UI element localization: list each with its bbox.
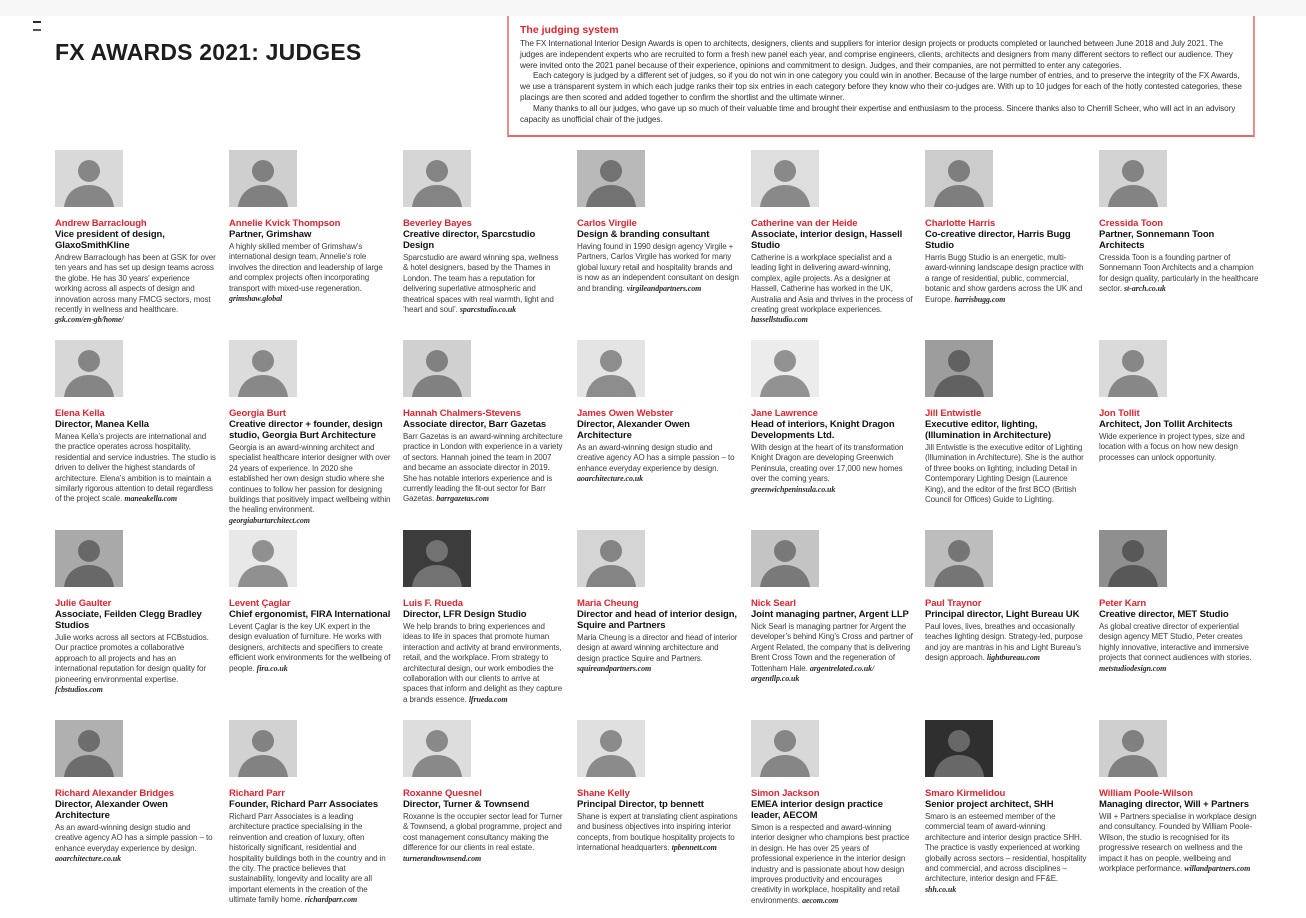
judge-bio-text: Having found in 1990 design agency Virgile + Partners, Carlos Virgile has worked for many global luxury retail and hospitality brands and is now as an independent consultant on design and branding.	[577, 242, 739, 293]
judge-title: Executive editor, lighting, (Illumination in Architecture)	[925, 419, 1051, 441]
judge-url[interactable]: maneakella.com	[124, 494, 177, 504]
judge-photo	[1099, 720, 1167, 777]
judge-title: Creative director, MET Studio	[1099, 609, 1229, 620]
judge-photo	[55, 150, 123, 207]
judge-card	[1099, 150, 1261, 340]
judge-bio-text: As global creative director of experiential design agency MET Studio, Peter creates highly innovative, interactive and immersive projects that connect audiences with stories.	[1099, 622, 1252, 663]
judge-name: Elena Kella	[55, 408, 105, 419]
judge-name: Cressida Toon	[1099, 218, 1163, 229]
portrait-silhouette-icon	[751, 150, 819, 207]
judge-bio	[751, 253, 913, 326]
judge-photo	[55, 530, 123, 587]
judge-bio	[577, 633, 739, 675]
judge-photo	[1099, 530, 1167, 587]
judge-photo	[403, 720, 471, 777]
judge-bio	[403, 432, 565, 505]
judge-photo	[403, 530, 471, 587]
judge-card	[577, 530, 739, 720]
judge-name: Shane Kelly	[577, 788, 630, 799]
judge-url[interactable]: metstudiodesign.com	[1099, 663, 1167, 673]
page-corner-mark	[33, 21, 41, 31]
judge-bio	[577, 812, 739, 854]
judge-name: Jon Tollit	[1099, 408, 1140, 419]
judge-photo	[403, 150, 471, 207]
judge-bio	[229, 242, 391, 304]
portrait-silhouette-icon	[577, 150, 645, 207]
portrait-silhouette-icon	[751, 720, 819, 777]
portrait-silhouette-icon	[577, 340, 645, 397]
portrait-silhouette-icon	[1099, 340, 1167, 397]
judge-name: Nick Searl	[751, 598, 796, 609]
portrait-silhouette-icon	[229, 340, 297, 397]
judge-title: Principal Director, tp bennett	[577, 799, 704, 810]
judge-title: Head of interiors, Knight Dragon Developments Ltd.	[751, 419, 895, 441]
judge-name: Annelie Kvick Thompson	[229, 218, 341, 229]
portrait-silhouette-icon	[577, 530, 645, 587]
judge-title: Managing director, Will + Partners	[1099, 799, 1249, 810]
judge-bio	[403, 622, 565, 705]
judge-bio	[1099, 432, 1261, 463]
judge-name: Paul Traynor	[925, 598, 982, 609]
portrait-silhouette-icon	[55, 720, 123, 777]
judges-grid	[55, 150, 1261, 910]
judge-bio-text: Maria Cheung is a director and head of interior design at award winning architecture and design practice Squire and Partners.	[577, 633, 738, 663]
judge-title: Director, LFR Design Studio	[403, 609, 527, 620]
judge-bio-text: Nick Searl is managing partner for Argent the developer’s behind King’s Cross and partner of Argent Related, the company that is delivering Brent Cross Town and the regeneration of Tottenham Hale.	[751, 622, 913, 673]
judge-title: Partner, Sonnemann Toon Architects	[1099, 229, 1215, 251]
judge-card	[403, 340, 565, 530]
judge-card	[751, 150, 913, 340]
portrait-silhouette-icon	[925, 720, 993, 777]
page-title: FX AWARDS 2021: JUDGES	[55, 39, 362, 66]
judge-photo	[1099, 340, 1167, 397]
portrait-silhouette-icon	[403, 150, 471, 207]
judge-title: Associate, Feilden Clegg Bradley Studios	[55, 609, 202, 631]
judge-bio-text: Levent Çaglar is the key UK expert in the design evaluation of furniture. He works with designers, architects and specifiers to create efficient work environments for the wellbeing of people.	[229, 622, 391, 673]
judge-photo	[229, 150, 297, 207]
judge-name: Simon Jackson	[751, 788, 820, 799]
judge-card	[577, 340, 739, 530]
judge-title: Director, Alexander Owen Architecture	[577, 419, 690, 441]
judge-url[interactable]: fcbstudios.com	[55, 685, 103, 695]
judge-name: Charlotte Harris	[925, 218, 996, 229]
judge-card	[751, 340, 913, 530]
judge-bio-text: Julie works across all sectors at FCBstudios. Our practice promotes a collaborative approach to all projects and has an international reputation for design quality for pioneering environmental expertise.	[55, 633, 209, 684]
judge-name: James Owen Webster	[577, 408, 674, 419]
judge-card	[55, 720, 217, 910]
portrait-silhouette-icon	[229, 150, 297, 207]
judge-photo	[925, 150, 993, 207]
judge-bio	[403, 253, 565, 315]
judge-name: Richard Alexander Bridges	[55, 788, 175, 799]
judging-system-paragraph: The FX International Interior Design Awards is open to architects, designers, clients and suppliers for interior design projects or products completed or launched between June 2018 and July 2021. The judges are independent experts who are recruited to form a fresh new panel each year, and comprise engineers, clients, architects and designers from many different sectors to reflect our audience. They were invited onto the 2021 panel because of their experience, opinions and commitment to design. Judges, and their companies, are not permitted to enter any categories.	[520, 39, 1233, 70]
judge-title: Chief ergonomist, FIRA International	[229, 609, 391, 620]
judge-url[interactable]: virgileandpartners.com	[626, 283, 702, 293]
judge-card	[577, 150, 739, 340]
judge-title: Director, Alexander Owen Architecture	[55, 799, 168, 821]
portrait-silhouette-icon	[55, 340, 123, 397]
portrait-silhouette-icon	[751, 530, 819, 587]
judge-name: Roxanne Quesnel	[403, 788, 482, 799]
portrait-silhouette-icon	[925, 150, 993, 207]
judge-bio	[1099, 622, 1261, 674]
judge-bio-text: Andrew Barraclough has been at GSK for over ten years and has set up design teams across the globe. He has 30 years’ experience working across all aspects of design and innovation across many FMCG sectors, most recently in wellness and healthcare.	[55, 253, 216, 315]
judge-bio	[925, 443, 1087, 505]
judge-bio-text: Cressida Toon is a founding partner of Sonnemann Toon Architects and a champion for design quality, particularly in the healthcare sector.	[1099, 253, 1259, 294]
judge-bio-text: Roxanne is the occupier sector lead for Turner & Townsend, a global programme, project and cost management consultancy making the difference for our clients in real estate.	[403, 812, 563, 853]
judge-bio	[577, 443, 739, 485]
judge-title: EMEA interior design practice leader, AECOM	[751, 799, 883, 821]
judge-bio	[55, 823, 217, 865]
judge-bio-text: Manea Kella’s projects are international and the practice operates across hospitality, residential and service industries. The studio is driven to deliver the highest standards of architecture. Elena’s ambition is to maintain a similarly rigorous attention to detail regardless of the project scale.	[55, 432, 216, 504]
judge-bio-text: As an award-winning design studio and creative agency AO has a simple passion – to enhance everyday experience by design.	[55, 823, 213, 853]
judge-bio	[229, 443, 391, 526]
portrait-silhouette-icon	[577, 720, 645, 777]
judge-url[interactable]: aoarchitecture.co.uk	[55, 854, 121, 864]
judging-system-heading: The judging system	[520, 24, 619, 36]
judge-card	[925, 720, 1087, 910]
judging-system-paragraph: Each category is judged by a different set of judges, so if you do not win in one category you could win in another. Because of the large number of entries, and to preserve the integrity of the FX Awards, we use a transparent system in which each judge ranks their top six entries in each category before they know who their co-judges are. With up to 10 judges for each of the hotly contested categories, these placings are then scored and added together to confirm the shortlist and the ultimate winner.	[520, 71, 1242, 102]
judge-bio-text: Richard Parr Associates is a leading architecture practice specialising in the reinvention and creation of luxury, often historically significant, residential and hospitality buildings both in the country and in the city. The practice believes that sustainability, longevity and locality are all important elements in the creation of the ultimate family home.	[229, 812, 386, 905]
judge-url[interactable]: aecom.com	[802, 895, 839, 905]
judge-photo	[577, 530, 645, 587]
judge-url[interactable]: sparcstudio.co.uk	[459, 305, 516, 315]
judge-bio	[1099, 253, 1261, 295]
judge-bio-text: Harris Bugg Studio is an energetic, multi-award-winning landscape design practice with a range of residential, public, commercial, botanic and show gardens across the UK and Europe.	[925, 253, 1084, 304]
judge-photo	[229, 340, 297, 397]
judge-name: Catherine van der Heide	[751, 218, 858, 229]
judge-photo	[751, 150, 819, 207]
judge-bio-text: Will + Partners specialise in workplace design and consultancy. Founded by William Poole-Wilson, the studio is recognised for its progressive research on wellness and the impact it has on people, wellbeing and workplace performance.	[1099, 812, 1257, 874]
judge-url[interactable]: lightbureau.com	[986, 653, 1040, 663]
judge-title: Director, Turner & Townsend	[403, 799, 530, 810]
portrait-silhouette-icon	[55, 150, 123, 207]
judge-bio	[55, 253, 217, 326]
judge-title: Architect, Jon Tollit Architects	[1099, 419, 1233, 430]
judge-title: Founder, Richard Parr Associates	[229, 799, 379, 810]
judge-bio-text: Simon is a respected and award-winning interior designer who champions best practice in design. He has over 25 years of professional experience in the interior design industry and is passionate about how design improves productivity and encourages creativity in workplace, hospitality and retail environments.	[751, 823, 910, 905]
judge-title: Design & branding consultant	[577, 229, 710, 240]
judge-card	[925, 150, 1087, 340]
judge-url[interactable]: gsk.com/en-gb/home/	[55, 315, 124, 325]
judging-system-paragraph: Many thanks to all our judges, who gave up so much of their valuable time and brought their expertise and enthusiasm to the process. Sincere thanks also to Cherrill Scheer, who will act in an advisory capacity as unofficial chair of the judges.	[520, 103, 1236, 124]
judge-photo	[925, 720, 993, 777]
judge-photo	[229, 720, 297, 777]
judge-bio	[577, 242, 739, 294]
judge-title: Associate, interior design, Hassell Studio	[751, 229, 903, 251]
judge-url[interactable]: shh.co.uk	[925, 884, 957, 894]
judge-title: Partner, Grimshaw	[229, 229, 312, 240]
judge-url[interactable]: harrisbugg.com	[954, 294, 1006, 304]
judge-title: Principal director, Light Bureau UK	[925, 609, 1080, 620]
judge-bio-text: We help brands to bring experiences and ideas to life in spaces that promote human interaction and activity at brand environments, retail, and the workplace. From strategy to architectural design, our work embodies the collaboration with our clients to arrive at spaces that inform and delight as they capture a brands essence.	[403, 622, 563, 704]
portrait-silhouette-icon	[229, 720, 297, 777]
judge-title: Vice president of design, GlaxoSmithKline	[55, 229, 165, 251]
judge-url[interactable]: grimshaw.global	[229, 294, 283, 304]
judge-url[interactable]: richardparr.com	[304, 895, 358, 905]
judge-card	[1099, 530, 1261, 720]
judge-name: Maria Cheung	[577, 598, 639, 609]
judge-url[interactable]: willandpartners.com	[1184, 864, 1251, 874]
judge-name: Jane Lawrence	[751, 408, 818, 419]
judge-name: Jill Entwistle	[925, 408, 982, 419]
judge-bio-text: Paul loves, lives, breathes and occasionally teaches lighting design. Strategy-led, purpose and joy are mantras in his and Light Bureau’s design approach.	[925, 622, 1083, 663]
portrait-silhouette-icon	[1099, 720, 1167, 777]
judge-name: Peter Karn	[1099, 598, 1147, 609]
judge-bio-text: Wide experience in project types, size and location with a focus on how new design processes can unlock opportunity.	[1099, 432, 1245, 462]
judge-url[interactable]: turnerandtownsend.com	[403, 853, 482, 863]
judge-card	[925, 530, 1087, 720]
judge-card	[403, 530, 565, 720]
judge-card	[1099, 340, 1261, 530]
judge-bio	[925, 253, 1087, 305]
judge-bio	[751, 823, 913, 906]
judge-bio	[925, 812, 1087, 895]
judge-url[interactable]: greenwichpeninsula.co.uk	[751, 484, 836, 494]
judge-bio	[403, 812, 565, 864]
judge-bio	[751, 622, 913, 684]
judge-url[interactable]: aoarchitecture.co.uk	[577, 474, 643, 484]
judge-photo	[55, 340, 123, 397]
judge-card	[229, 530, 391, 720]
judge-title: Director and head of interior design, Squire and Partners	[577, 609, 737, 631]
judge-title: Senior project architect, SHH	[925, 799, 1054, 810]
portrait-silhouette-icon	[403, 720, 471, 777]
judge-url[interactable]: georgiaburtarchitect.com	[229, 515, 310, 525]
judge-bio-text: Smaro is an esteemed member of the commercial team of award-winning architecture and interior design practice SHH. The practice is vastly experienced at working globally across sectors – residential, hospitality and commercial, and across disciplines – architecture, interior design and FF&E.	[925, 812, 1087, 884]
judge-url[interactable]: st-arch.co.uk	[1124, 284, 1166, 294]
judge-bio	[229, 812, 391, 906]
judge-bio	[55, 633, 217, 695]
judge-url[interactable]: argentrelated.co.uk/ argentllp.co.uk	[751, 663, 875, 684]
portrait-silhouette-icon	[55, 530, 123, 587]
judge-bio	[925, 622, 1087, 664]
page-top-strip	[0, 0, 1306, 16]
judge-name: Beverley Bayes	[403, 218, 472, 229]
judge-url[interactable]: fira.co.uk	[256, 663, 288, 673]
judge-card	[55, 530, 217, 720]
judge-name: Richard Parr	[229, 788, 285, 799]
judge-bio	[55, 432, 217, 505]
judge-title: Creative director + founder, design studio, Georgia Burt Architecture	[229, 419, 383, 441]
judge-photo	[751, 720, 819, 777]
judge-title: Director, Manea Kella	[55, 419, 149, 430]
judge-name: Levent Çaglar	[229, 598, 291, 609]
judge-name: Smaro Kirmelidou	[925, 788, 1006, 799]
portrait-silhouette-icon	[751, 340, 819, 397]
judge-url[interactable]: tpbennett.com	[671, 843, 717, 853]
portrait-silhouette-icon	[229, 530, 297, 587]
judge-bio	[1099, 812, 1261, 874]
judge-bio-text: Barr Gazetas is an award-winning architecture practice in London with experience in a variety of sectors. Hannah joined the team in 2007 and became an associate director in 2019. She has notable interiors experience and is currently leading the fit-out sector for Barr Gazetas.	[403, 432, 563, 504]
judge-photo	[403, 340, 471, 397]
judge-card	[55, 150, 217, 340]
judge-bio-text: A highly skilled member of Grimshaw’s international design team, Annelie’s role involves the direction and leadership of large and complex projects often incorporating transport with mixed-use regeneration.	[229, 242, 383, 293]
judge-title: Joint managing partner, Argent LLP	[751, 609, 909, 620]
judge-name: Andrew Barraclough	[55, 218, 147, 229]
judging-system-box	[507, 16, 1255, 137]
judge-photo	[55, 720, 123, 777]
judge-photo	[925, 530, 993, 587]
judge-name: Julie Gaulter	[55, 598, 112, 609]
judge-photo	[1099, 150, 1167, 207]
judge-photo	[751, 340, 819, 397]
judge-url[interactable]: hassellstudio.com	[751, 315, 808, 325]
judge-card	[229, 340, 391, 530]
judge-name: Georgia Burt	[229, 408, 286, 419]
judge-bio-text: Shane is expert at translating client aspirations and business objectives into inspiring interior concepts, from boutique hospitality projects to international headquarters.	[577, 812, 738, 853]
portrait-silhouette-icon	[925, 530, 993, 587]
judge-bio	[751, 443, 913, 495]
judge-photo	[577, 340, 645, 397]
judge-card	[403, 150, 565, 340]
judge-name: Hannah Chalmers-Stevens	[403, 408, 522, 419]
judge-card	[229, 150, 391, 340]
portrait-silhouette-icon	[403, 340, 471, 397]
judge-name: William Poole-Wilson	[1099, 788, 1193, 799]
judge-card	[1099, 720, 1261, 910]
judge-title: Associate director, Barr Gazetas	[403, 419, 547, 430]
judge-name: Luis F. Rueda	[403, 598, 463, 609]
portrait-silhouette-icon	[1099, 150, 1167, 207]
judge-url[interactable]: lfrueda.com	[468, 694, 508, 704]
judge-bio	[229, 622, 391, 674]
portrait-silhouette-icon	[403, 530, 471, 587]
judge-photo	[925, 340, 993, 397]
judge-name: Carlos Virgile	[577, 218, 637, 229]
judge-card	[403, 720, 565, 910]
portrait-silhouette-icon	[1099, 530, 1167, 587]
judge-bio-text: As an award-winning design studio and creative agency AO has a simple passion – to enhance everyday experience by design.	[577, 443, 735, 473]
judge-card	[577, 720, 739, 910]
judge-card	[751, 720, 913, 910]
judge-url[interactable]: squireandpartners.com	[577, 664, 652, 674]
portrait-silhouette-icon	[925, 340, 993, 397]
judge-card	[229, 720, 391, 910]
judge-bio-text: Catherine is a workplace specialist and a leading light in delivering award-winning, complex, agile projects. As a designer at Hassell, Catherine has worked in the UK, Australia and Asia and thrives in the process of creating great workplace experiences.	[751, 253, 913, 315]
judge-title: Creative director, Sparcstudio Design	[403, 229, 536, 251]
judge-photo	[577, 150, 645, 207]
judge-bio-text: Jill Entwistle is the executive editor of Lighting (Illumination in Architecture). She is the author of three books on lighting, including Detail in Contemporary Lighting Design (Laurence King), and the editor of the first BCO (British Council for Offices) Guide to Lighting.	[925, 443, 1084, 505]
judge-photo	[751, 530, 819, 587]
judge-photo	[577, 720, 645, 777]
judge-title: Co-creative director, Harris Bugg Studio	[925, 229, 1071, 251]
judge-card	[751, 530, 913, 720]
judge-card	[55, 340, 217, 530]
judge-bio-text: Sparcstudio are award winning spa, wellness & hotel designers, based by the Thames in London. The team has a reputation for delivering superlative atmospheric and theatrical spaces with real warmth, light and ‘heart and soul’.	[403, 253, 559, 315]
judge-bio-text: Georgia is an award-winning architect and specialist healthcare interior designer with over 24 years of experience. In 2020 she established her own design studio where she continues to follow her passion for designing buildings that positively impact wellbeing within the healing environment.	[229, 443, 391, 515]
judge-photo	[229, 530, 297, 587]
judge-url[interactable]: barrgazetas.com	[436, 494, 489, 504]
judge-bio-text: With design at the heart of its transformation Knight Dragon are developing Greenwich Peninsula, creating over 17,000 new homes over the coming years.	[751, 443, 904, 484]
judge-card	[925, 340, 1087, 530]
